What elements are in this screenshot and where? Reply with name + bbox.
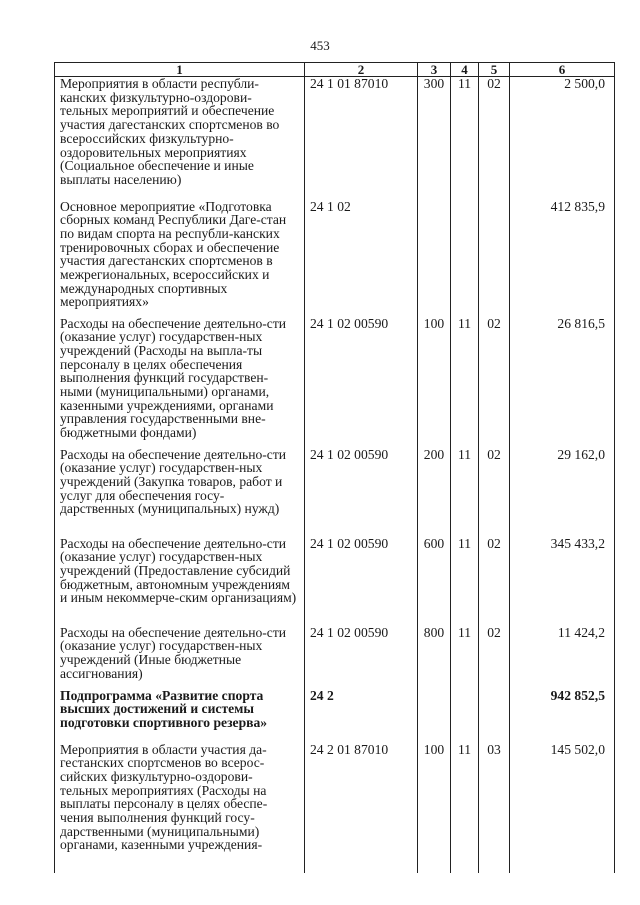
row-sum: 942 852,5 bbox=[510, 689, 615, 743]
row-rz: 11 bbox=[451, 77, 479, 200]
row-sum: 145 502,0 bbox=[510, 743, 615, 873]
row-code: 24 1 02 bbox=[305, 200, 418, 317]
table-row bbox=[55, 77, 615, 200]
row-name: Расходы на обеспечение деятельно-сти (оказание услуг) государствен-ных учреждений (Предоставление субсидий бюджетным, автономным учреждениям и иным некоммерче-ским организациям) bbox=[55, 537, 305, 626]
row-code: 24 2 01 87010 bbox=[305, 743, 418, 873]
table-row bbox=[55, 448, 615, 537]
col-header-4: 4 bbox=[451, 63, 479, 77]
col-header-6: 6 bbox=[510, 63, 615, 77]
col-header-1: 1 bbox=[55, 63, 305, 77]
table-row-subprogram bbox=[55, 689, 615, 743]
row-pr bbox=[479, 689, 510, 743]
row-code: 24 1 01 87010 bbox=[305, 77, 418, 200]
row-pr: 02 bbox=[479, 317, 510, 448]
row-vr bbox=[418, 200, 451, 317]
row-name: Расходы на обеспечение деятельно-сти (оказание услуг) государствен-ных учреждений (Расходы на выпла-ты персоналу в целях обеспечения выполнения функций государствен-ными (муниципальными) органами, казенными учреждениями, органами управления государственными вне-бюджетными фондами) bbox=[55, 317, 305, 448]
budget-table bbox=[54, 62, 615, 873]
row-name: Расходы на обеспечение деятельно-сти (оказание услуг) государствен-ных учреждений (Закупка товаров, работ и услуг для обеспечения госу-дарственных (муниципальных) нужд) bbox=[55, 448, 305, 537]
row-vr: 100 bbox=[418, 743, 451, 873]
row-pr: 02 bbox=[479, 537, 510, 626]
row-name: Основное мероприятие «Подготовка сборных команд Республики Даге-стан по видам спорта на республи-канских тренировочных сборах и обеспечение участия дагестанских спортсменов в межрегиональных, всероссийских и международных спортивных мероприятиях» bbox=[55, 200, 305, 317]
page-number: 453 bbox=[310, 38, 330, 53]
col-header-5: 5 bbox=[479, 63, 510, 77]
row-vr: 600 bbox=[418, 537, 451, 626]
row-vr: 300 bbox=[418, 77, 451, 200]
row-rz: 11 bbox=[451, 626, 479, 689]
table-row bbox=[55, 317, 615, 448]
row-rz: 11 bbox=[451, 537, 479, 626]
row-rz: 11 bbox=[451, 448, 479, 537]
row-rz bbox=[451, 689, 479, 743]
row-vr: 200 bbox=[418, 448, 451, 537]
row-code: 24 1 02 00590 bbox=[305, 626, 418, 689]
row-sum: 412 835,9 bbox=[510, 200, 615, 317]
table-row bbox=[55, 626, 615, 689]
row-sum: 2 500,0 bbox=[510, 77, 615, 200]
row-code: 24 1 02 00590 bbox=[305, 448, 418, 537]
row-rz: 11 bbox=[451, 743, 479, 873]
table-row bbox=[55, 537, 615, 626]
row-pr: 02 bbox=[479, 77, 510, 200]
table-row bbox=[55, 200, 615, 317]
table-row bbox=[55, 743, 615, 873]
header-row bbox=[55, 63, 615, 77]
col-header-3: 3 bbox=[418, 63, 451, 77]
row-code: 24 1 02 00590 bbox=[305, 537, 418, 626]
row-rz bbox=[451, 200, 479, 317]
row-sum: 26 816,5 bbox=[510, 317, 615, 448]
row-sum: 11 424,2 bbox=[510, 626, 615, 689]
row-rz: 11 bbox=[451, 317, 479, 448]
row-name: Мероприятия в области участия да-гестанских спортсменов во всерос-сийских физкультурно-оздорови-тельных мероприятиях (Расходы на выплаты персоналу в целях обеспе-чения выполнения функций госу-дарственными (муниципальными) органами, казенными учреждения- bbox=[55, 743, 305, 873]
row-name: Мероприятия в области республи-канских физкультурно-оздорови-тельных мероприятий и обеспечение участия дагестанских спортсменов во всероссийских физкультурно-оздоровительных мероприятиях (Социальное обеспечение и иные выплаты населению) bbox=[55, 77, 305, 200]
row-sum: 29 162,0 bbox=[510, 448, 615, 537]
col-header-2: 2 bbox=[305, 63, 418, 77]
row-vr: 800 bbox=[418, 626, 451, 689]
row-vr: 100 bbox=[418, 317, 451, 448]
row-name: Расходы на обеспечение деятельно-сти (оказание услуг) государствен-ных учреждений (Иные бюджетные ассигнования) bbox=[55, 626, 305, 689]
row-pr: 02 bbox=[479, 626, 510, 689]
row-code: 24 1 02 00590 bbox=[305, 317, 418, 448]
row-pr: 02 bbox=[479, 448, 510, 537]
row-code: 24 2 bbox=[305, 689, 418, 743]
row-name: Подпрограмма «Развитие спорта высших достижений и системы подготовки спортивного резерва» bbox=[55, 689, 305, 743]
row-pr: 03 bbox=[479, 743, 510, 873]
row-sum: 345 433,2 bbox=[510, 537, 615, 626]
row-pr bbox=[479, 200, 510, 317]
row-vr bbox=[418, 689, 451, 743]
